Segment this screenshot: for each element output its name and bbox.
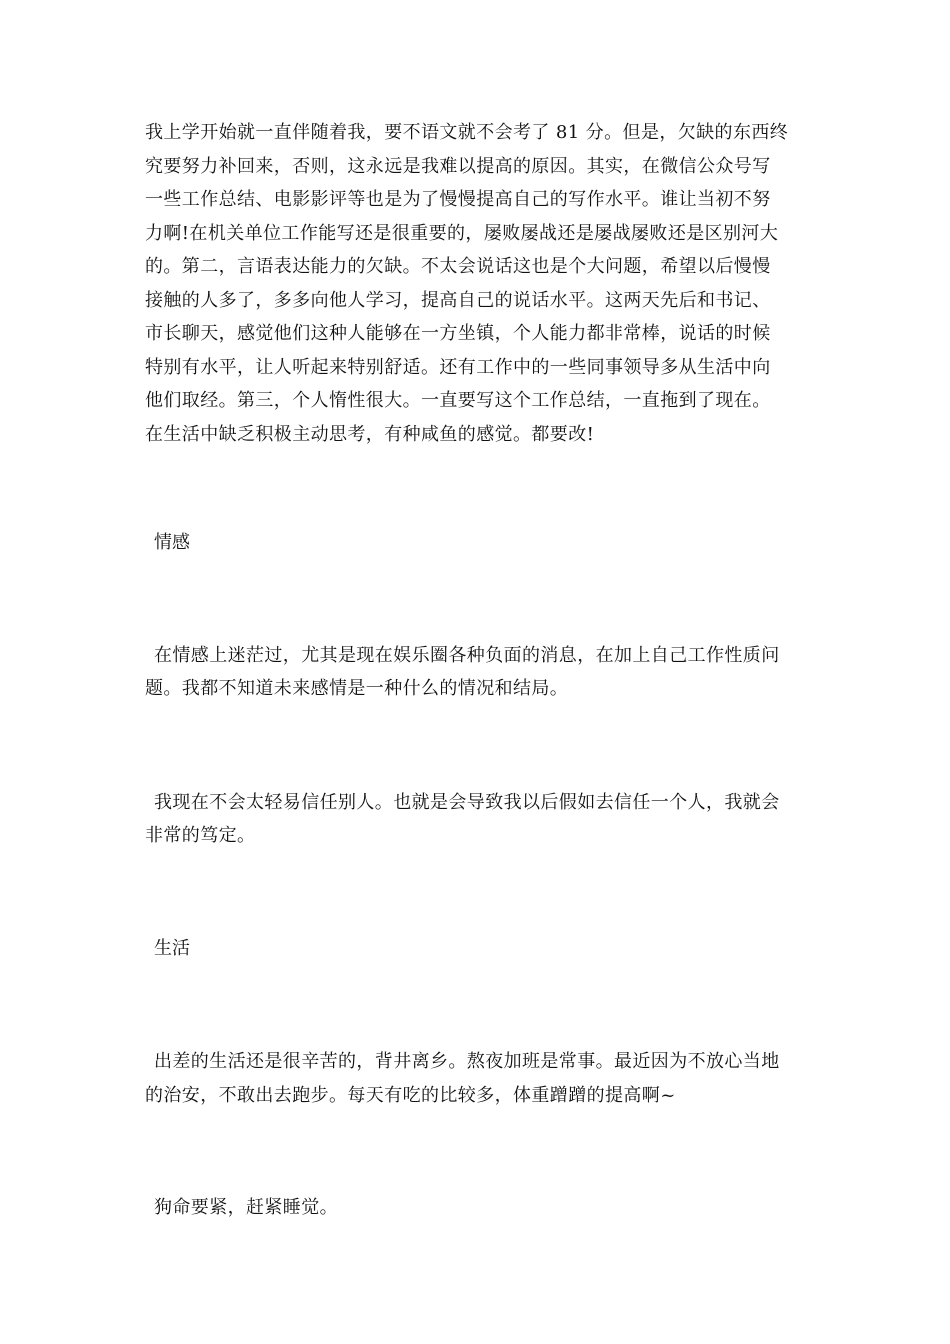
document-body bbox=[145, 116, 805, 1225]
text-line: 非常的笃定。 bbox=[145, 825, 256, 846]
section-heading-emotion: 情感 bbox=[154, 532, 190, 553]
text-line: 我上学开始就一直伴随着我，要不语文就不会考了 81 分。但是，欠缺的东西终 bbox=[145, 122, 789, 143]
life-paragraph-1 bbox=[145, 1045, 805, 1112]
text-line: 接触的人多了，多多向他人学习，提高自己的说话水平。这两天先后和书记、 bbox=[145, 289, 771, 311]
text-line: 特别有水平，让人听起来特别舒适。还有工作中的一些同事领导多从生活中向 bbox=[145, 356, 771, 378]
text-line: 在生活中缺乏积极主动思考，有种咸鱼的感觉。都要改! bbox=[145, 423, 595, 445]
emotion-paragraph-2 bbox=[145, 786, 805, 853]
text-line: 的。第二，言语表达能力的欠缺。不太会说话这也是个大问题，希望以后慢慢 bbox=[145, 256, 771, 277]
text-line: 究要努力补回来，否则，这永远是我难以提高的原因。其实，在微信公众号写 bbox=[145, 155, 771, 177]
text-line: 市长聊天，感觉他们这种人能够在一方坐镇，个人能力都非常棒，说话的时候 bbox=[145, 323, 771, 344]
emotion-paragraph-1 bbox=[145, 639, 805, 706]
section-heading-life: 生活 bbox=[154, 937, 190, 959]
text-line: 题。我都不知道未来感情是一种什么的情况和结局。 bbox=[145, 678, 569, 699]
text-line: 我现在不会太轻易信任别人。也就是会导致我以后假如去信任一个人，我就会 bbox=[154, 791, 780, 813]
text-line: 狗命要紧，赶紧睡觉。 bbox=[154, 1197, 338, 1218]
text-line: 的治安，不敢出去跑步。每天有吃的比较多，体重蹭蹭的提高啊~ bbox=[145, 1084, 676, 1106]
text-line: 力啊!在机关单位工作能写还是很重要的，屡败屡战还是屡战屡败还是区别河大 bbox=[145, 222, 779, 244]
intro-paragraph bbox=[145, 116, 805, 451]
text-line: 他们取经。第三，个人惰性很大。一直要写这个工作总结，一直拖到了现在。 bbox=[145, 390, 771, 411]
text-line: 出差的生活还是很辛苦的，背井离乡。熬夜加班是常事。最近因为不放心当地 bbox=[154, 1051, 780, 1072]
text-line: 一些工作总结、电影影评等也是为了慢慢提高自己的写作水平。谁让当初不努 bbox=[145, 189, 771, 210]
text-line: 在情感上迷茫过，尤其是现在娱乐圈各种负面的消息，在加上自己工作性质问 bbox=[154, 644, 780, 666]
life-paragraph-2 bbox=[145, 1191, 805, 1225]
